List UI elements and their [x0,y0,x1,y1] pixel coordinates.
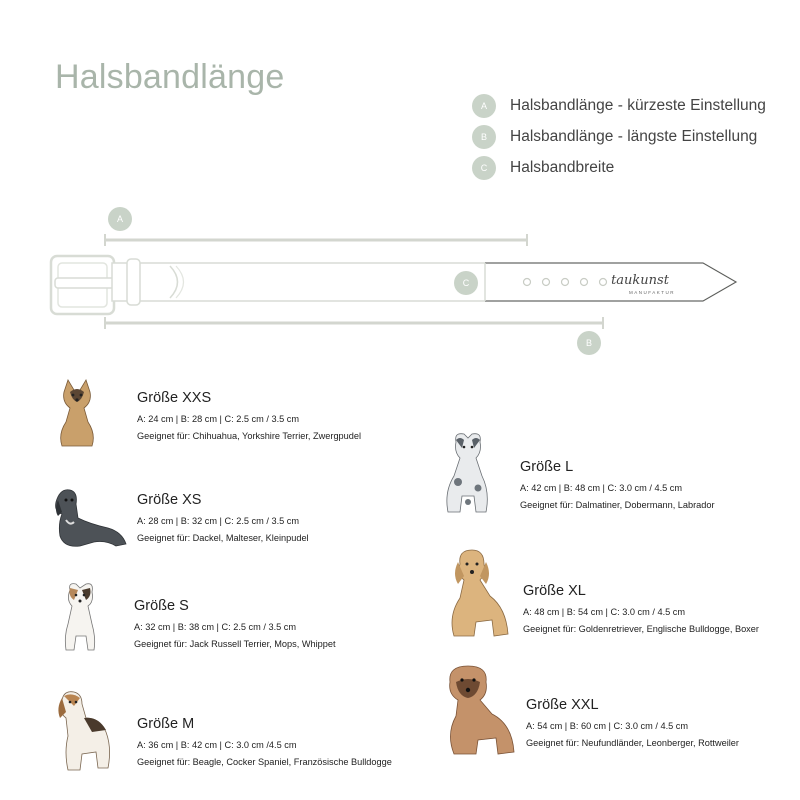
legend-text-a: Halsbandlänge - kürzeste Einstellung [510,97,766,114]
mastiff-icon [438,662,520,758]
legend-badge-c: C [472,156,496,180]
marker-b-label: B [585,338,593,348]
australian-shepherd-icon [438,430,498,516]
collar-diagram [0,0,800,370]
size-suitable-xxl: Geeignet für: Neufundländer, Leonberger, Rottweiler [526,738,739,748]
size-title-l: Größe L [520,459,574,475]
marker-c-label: C [462,278,470,288]
legend-badge-b: B [472,125,496,149]
beagle-icon [52,688,116,774]
brand-sub: MANUFAKTUR [628,290,676,295]
size-title-xs: Größe XS [137,492,202,508]
size-measures-xs: A: 28 cm | B: 32 cm | C: 2.5 cm / 3.5 cm [137,516,300,526]
page-title: Halsbandlänge [55,58,285,96]
size-block-s [134,598,336,656]
size-title-m: Größe M [137,716,195,732]
size-measures-l: A: 42 cm | B: 48 cm | C: 3.0 cm / 4.5 cm [520,483,683,493]
size-title-s: Größe S [134,598,189,614]
size-suitable-xl: Geeignet für: Goldenretriever, Englische Bulldogge, Boxer [523,624,759,634]
legend-text-b: Halsbandlänge - längste Einstellung [510,128,758,145]
yorkshire-terrier-icon [52,378,102,450]
size-suitable-s: Geeignet für: Jack Russell Terrier, Mops, Whippet [134,639,336,649]
size-block-xs [137,492,309,550]
size-block-l [520,459,715,517]
size-block-xxs [137,390,361,448]
size-block-m [137,716,392,774]
size-title-xxs: Größe XXS [137,390,212,406]
size-suitable-xxs: Geeignet für: Chihuahua, Yorkshire Terrier, Zwergpudel [137,431,362,441]
size-measures-xxs: A: 24 cm | B: 28 cm | C: 2.5 cm / 3.5 cm [137,414,300,424]
dachshund-icon [50,484,130,552]
size-title-xxl: Größe XXL [526,697,599,713]
golden-retriever-icon [442,546,516,640]
size-measures-s: A: 32 cm | B: 38 cm | C: 2.5 cm / 3.5 cm [134,622,297,632]
brand-logo: taukunst [611,273,669,288]
collar-keeper [127,259,140,305]
size-measures-m: A: 36 cm | B: 42 cm | C: 3.0 cm /4.5 cm [137,740,297,750]
marker-a-label: A [116,214,124,224]
size-suitable-xs: Geeignet für: Dackel, Malteser, Kleinpudel [137,533,309,543]
size-suitable-m: Geeignet für: Beagle, Cocker Spaniel, Französische Bulldogge [137,757,392,767]
size-suitable-l: Geeignet für: Dalmatiner, Dobermann, Labrador [520,500,715,510]
buckle-pin [55,278,115,288]
jack-russell-icon [54,580,106,654]
size-block-xxl [526,697,739,755]
size-title-xl: Größe XL [523,583,586,599]
size-measures-xxl: A: 54 cm | B: 60 cm | C: 3.0 cm / 4.5 cm [526,721,689,731]
legend-badge-a: A [472,94,496,118]
size-measures-xl: A: 48 cm | B: 54 cm | C: 3.0 cm / 4.5 cm [523,607,686,617]
legend-text-c: Halsbandbreite [510,159,615,176]
size-block-xl [523,583,759,641]
